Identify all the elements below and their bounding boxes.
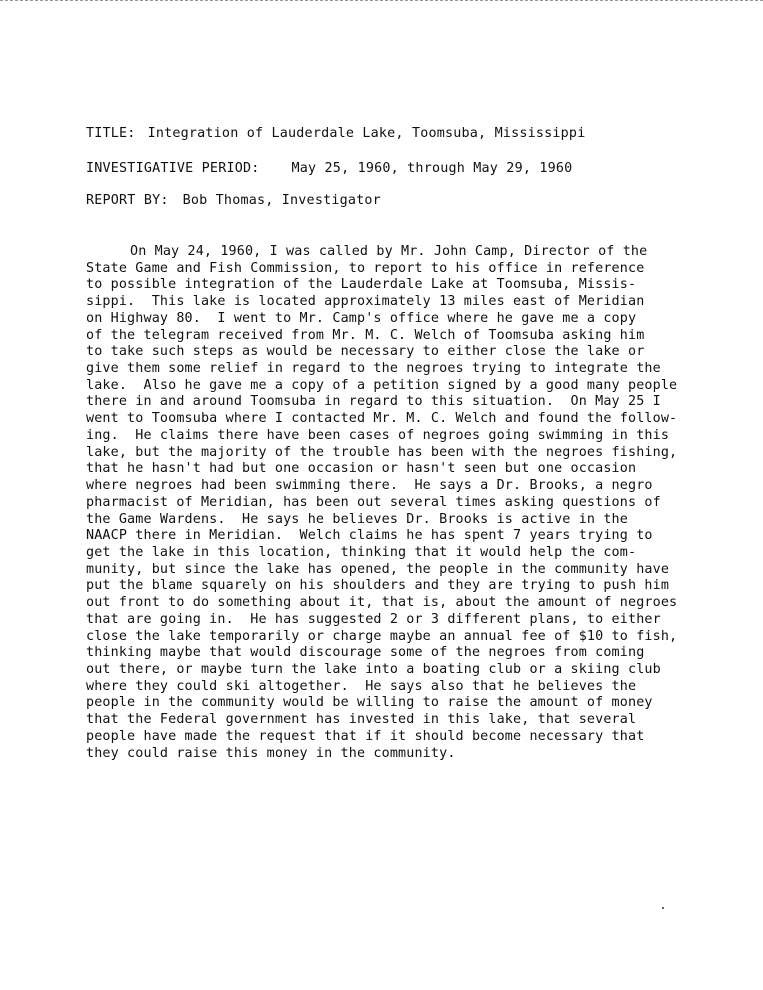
body-line: get the lake in this location, thinking that it would help the com- xyxy=(86,544,637,560)
period-line xyxy=(86,161,572,176)
body-line: to take such steps as would be necessary to either close the lake or xyxy=(86,344,645,360)
body-line: ing. He claims there have been cases of negroes going swimming in this xyxy=(86,427,670,443)
body-line: to possible integration of the Lauderdale Lake at Toomsuba, Missis- xyxy=(86,277,637,293)
body-line: where they could ski altogether. He says also that he believes the xyxy=(86,678,637,694)
body-line: munity, but since the lake has opened, the people in the community have xyxy=(86,561,670,577)
body-line: that he hasn't had but one occasion or hasn't seen but one occasion xyxy=(86,461,637,477)
body-line: State Game and Fish Commission, to report to his office in reference xyxy=(86,260,645,276)
report-value: Bob Thomas, Investigator xyxy=(182,193,381,208)
body-line: on Highway 80. I went to Mr. Camp's office where he gave me a copy xyxy=(86,310,637,326)
body-line: went to Toomsuba where I contacted Mr. M. C. Welch and found the follow- xyxy=(86,411,678,427)
body-line: that the Federal government has invested in this lake, that several xyxy=(86,712,637,728)
body-line: the Game Wardens. He says he believes Dr. Brooks is active in the xyxy=(86,511,628,527)
body-line: they could raise this money in the community. xyxy=(86,745,456,761)
body-line: people in the community would be willing to raise the amount of money xyxy=(86,695,653,711)
body-line: out there, or maybe turn the lake into a boating club or a skiing club xyxy=(86,661,661,677)
body-line: out front to do something about it, that is, about the amount of negroes xyxy=(86,595,678,611)
body-line: pharmacist of Meridian, has been out several times asking questions of xyxy=(86,494,661,510)
body-line: that are going in. He has suggested 2 or 3 different plans, to either xyxy=(86,611,661,627)
body-line: lake, but the majority of the trouble has been with the negroes fishing, xyxy=(86,444,678,460)
page-top-edge xyxy=(0,0,763,4)
body-line: put the blame squarely on his shoulders and they are trying to push him xyxy=(86,578,670,594)
body-line: where negroes had been swimming there. He says a Dr. Brooks, a negro xyxy=(86,478,653,494)
title-label: TITLE: xyxy=(86,126,136,141)
period-value: May 25, 1960, through May 29, 1960 xyxy=(291,161,573,176)
body-line: give them some relief in regard to the negroes trying to integrate the xyxy=(86,361,661,377)
body-line: lake. Also he gave me a copy of a petition signed by a good many people xyxy=(86,377,678,393)
paper-speck xyxy=(662,907,664,909)
body-line: sippi. This lake is located approximately 13 miles east of Meridian xyxy=(86,294,645,310)
title-value: Integration of Lauderdale Lake, Toomsuba, Mississippi xyxy=(147,126,586,141)
body-line: there in and around Toomsuba in regard to this situation. On May 25 I xyxy=(86,394,661,410)
report-label: REPORT BY: xyxy=(86,193,169,208)
report-line xyxy=(86,193,381,208)
body-line: close the lake temporarily or charge maybe an annual fee of $10 to fish, xyxy=(86,628,678,644)
title-line xyxy=(86,126,585,141)
body-line: thinking maybe that would discourage some of the negroes from coming xyxy=(86,645,645,661)
body-line: of the telegram received from Mr. M. C. Welch of Toomsuba asking him xyxy=(86,327,645,343)
report-body xyxy=(86,244,746,762)
period-label: INVESTIGATIVE PERIOD: xyxy=(86,161,260,176)
body-line: people have made the request that if it should become necessary that xyxy=(86,728,645,744)
body-line: On May 24, 1960, I was called by Mr. John Camp, Director of the xyxy=(130,244,648,259)
body-line: NAACP there in Meridian. Welch claims he has spent 7 years trying to xyxy=(86,528,653,544)
